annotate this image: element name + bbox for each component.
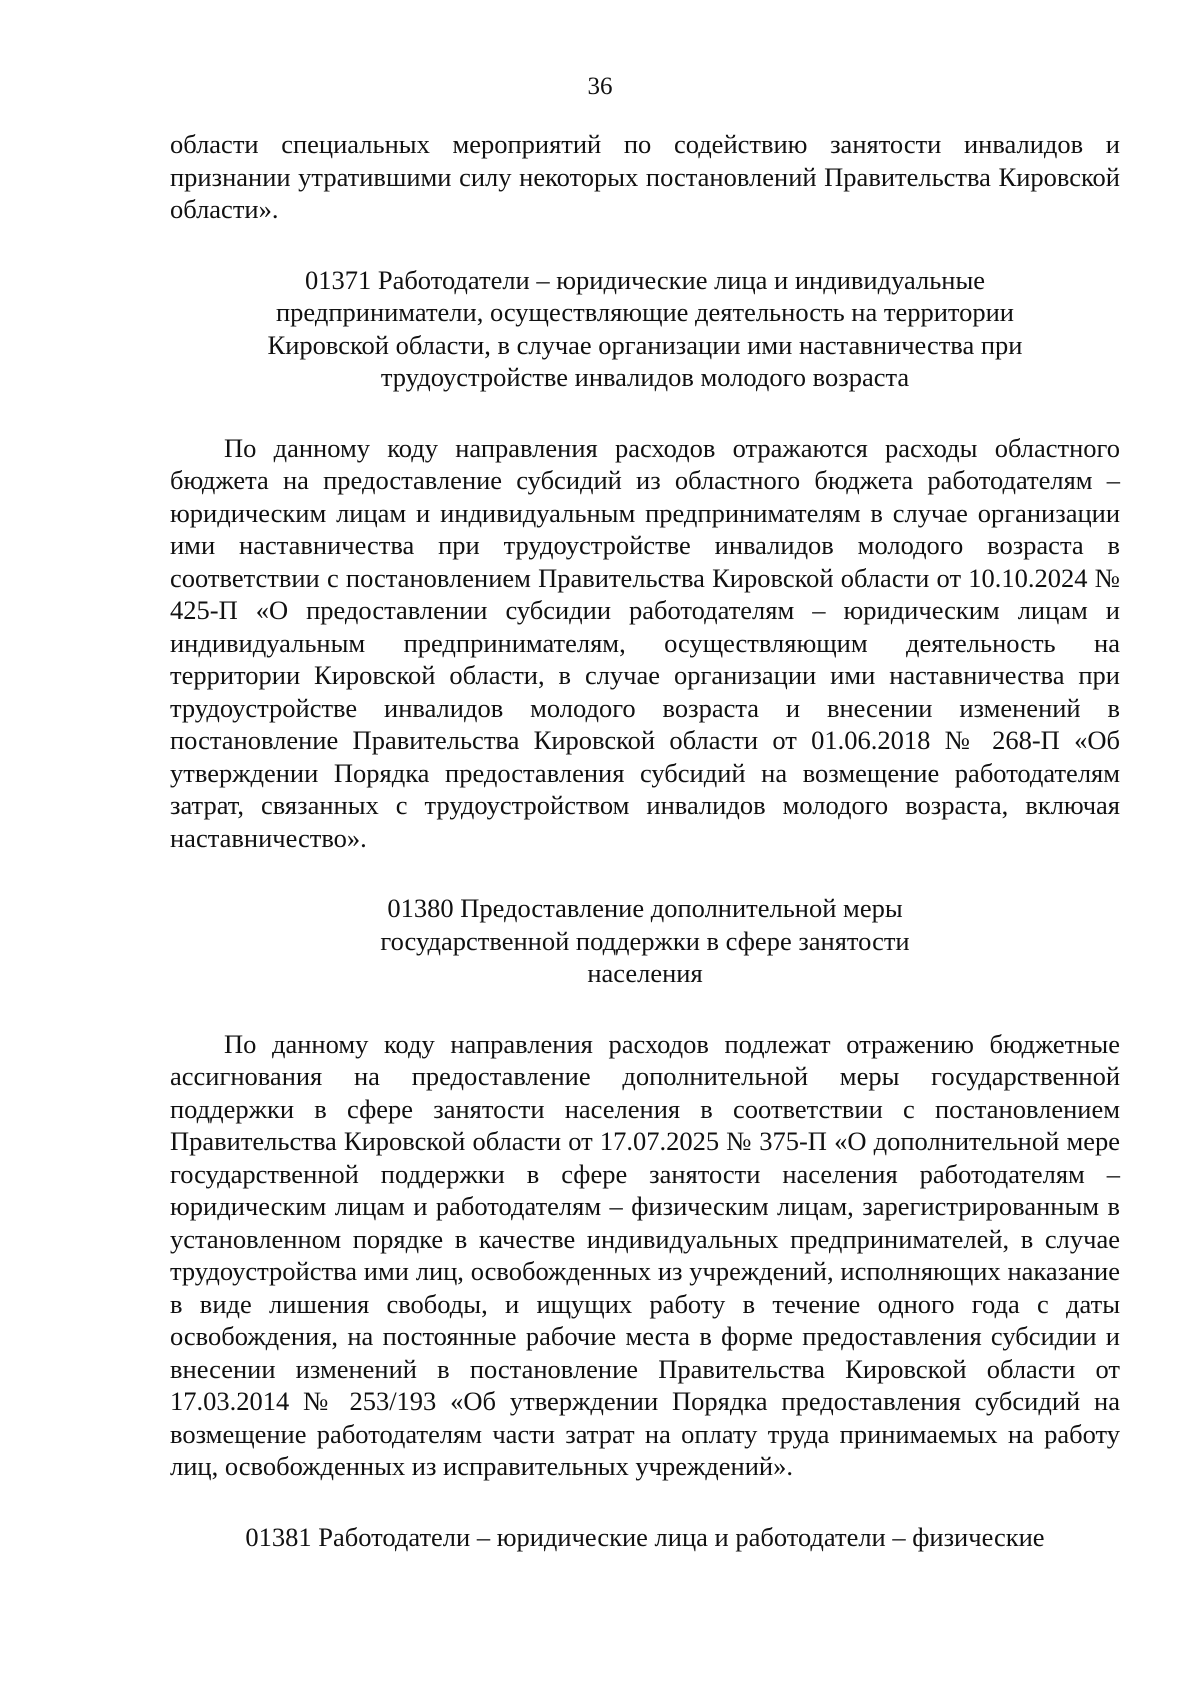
section-heading-01371: 01371 Работодатели – юридические лица и индивидуальные предприниматели, осуществляющие деятельность на территории Кировской области, в случае организации ими наставничества при трудоустройстве инвалидов молодого возраста bbox=[267, 264, 1023, 392]
section-heading-01380: 01380 Предоставление дополнительной меры государственной поддержки в сфере занятости населения bbox=[380, 893, 910, 988]
page-content bbox=[170, 128, 1120, 1553]
section-body-01371: По данному коду направления расходов отражаются расходы областного бюджета на предоставление субсидий из областного бюджета работодателям – юридическим лицам и индивидуальным предпринимателям в случае организации ими наставничества при трудоустройстве инвалидов молодого возраста в соответствии с постановлением Правительства Кировской области от 10.10.2024 № 425-П «О предоставлении субсидии работодателям – юридическим лицам и индивидуальным предпринимателям, осуществляющим деятельность на территории Кировской области, в случае организации ими наставничества при трудоустройстве инвалидов молодого возраста и внесении изменений в постановление Правительства Кировской области от 01.06.2018 № 268-П «Об утверждении Порядка предоставления субсидий на возмещение работодателям затрат, связанных с трудоустройством инвалидов молодого возраста, включая наставничество». bbox=[170, 432, 1120, 853]
section-heading-01381: 01381 Работодатели – юридические лица и работодатели – физические bbox=[245, 1521, 1045, 1552]
section-body-01380: По данному коду направления расходов подлежат отражению бюджетные ассигнования на предоставление дополнительной меры государственной поддержки в сфере занятости населения в соответствии с постановлением Правительства Кировской области от 17.07.2025 № 375-П «О дополнительной мере государственной поддержки в сфере занятости населения работодателям – юридическим лицам и работодателям – физическим лицам, зарегистрированным в установленном порядке в качестве индивидуальных предпринимателей, в случае трудоустройства ими лиц, освобожденных из учреждений, исполняющих наказание в виде лишения свободы, и ищущих работу в течение одного года с даты освобождения, на постоянные рабочие места в форме предоставления субсидии и внесении изменений в постановление Правительства Кировской области от 17.03.2014 № 253/193 «Об утверждении Порядка предоставления субсидий на возмещение работодателям части затрат на оплату труда принимаемых на работу лиц, освобожденных из исправительных учреждений». bbox=[170, 1028, 1120, 1481]
continuation-paragraph: области специальных мероприятий по содействию занятости инвалидов и признании утратившими силу некоторых постановлений Правительства Кировской области». bbox=[170, 129, 1120, 224]
page-number: 36 bbox=[587, 73, 613, 100]
